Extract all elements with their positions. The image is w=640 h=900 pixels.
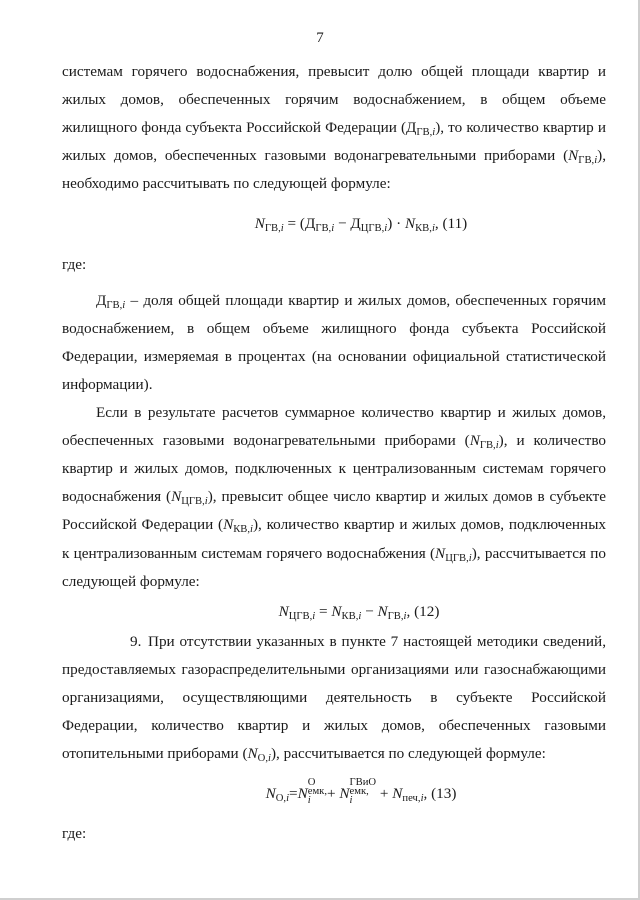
formula-13: $N_{O,i}=N$ O емк, i + N ГВиО емк, i + $N_{печ,i}$, (13) <box>265 777 457 807</box>
paragraph-point-9: 9. При отсутствии указанных в пункте 7 настоящей методики сведений, предоставляемых газораспределительными организациями или газоснабжающими организациями, осуществляющими деятельность в субъекте Российской Федерации, количество квартир и жилых домов, обеспеченных газовыми отопительными приборами $(N_{O,i})$, рассчитывается по следующей формуле: <box>62 632 606 765</box>
paragraph-2: $Д_{ГВ,i}$ – доля общей площади квартир и жилых домов, обеспеченных горячим водоснабжением, в общем объеме жилищного фонда субъекта Российской Федерации, измеряемая в процентах (на основании официальной статистической информации). <box>62 291 606 393</box>
where-label-2: где: <box>62 825 87 843</box>
paragraph-1: системам горячего водоснабжения, превысит долю общей площади квартир и жилых домов, обеспеченных горячим водоснабжением, в общем объеме жилищного фонда субъекта Российской Федерации $(Д_{ГВ,i})$, то количество квартир и жилых домов, обеспеченных газовыми водонагревательными приборами $(N_{ГВ,i})$, необходимо рассчитывать по следующей формуле: <box>62 63 607 193</box>
document-body <box>62 58 606 848</box>
formula-12: $N_{ЦГВ,i} = N_{КВ,i} - N_{ГВ,i}$, (12) <box>278 602 440 622</box>
where-label-1: где: <box>62 255 87 273</box>
paragraph-3: Если в результате расчетов суммарное количество квартир и жилых домов, обеспеченных газовыми водонагревательными приборами $(N_{ГВ,i})$, и количество квартир и жилых домов, подключенных к централизованным системам горячего водоснабжения $(N_{ЦГВ,i})$, превысит общее число квартир и жилых домов в субъекте Российской Федерации $(N_{КВ,i})$, количество квартир и жилых домов, подключенных к централизованным системам горячего водоснабжения $(N_{ЦГВ,i})$, рассчитывается по следующей формуле: <box>62 404 606 590</box>
formula-11: $N_{ГВ,i} = (Д_{ГВ,i} - Д_{ЦГВ,i}) \cdot N_{КВ,i}$, (11) <box>254 215 468 235</box>
page-number: 7 <box>316 30 324 46</box>
